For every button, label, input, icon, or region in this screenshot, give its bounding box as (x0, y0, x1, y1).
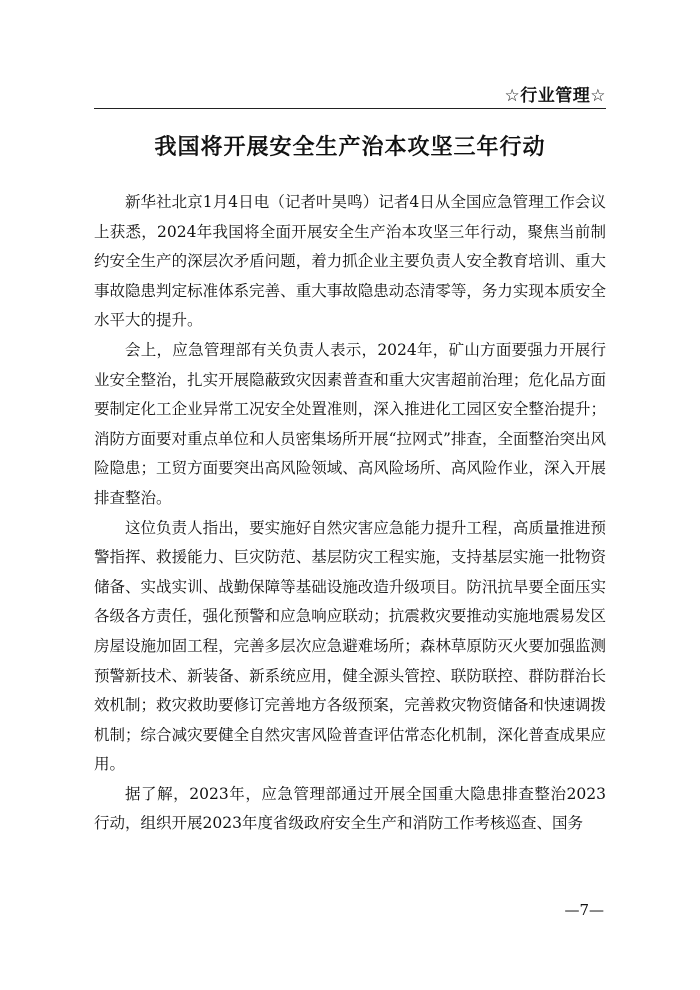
paragraph: 会上，应急管理部有关负责人表示，2024年，矿山方面要强力开展行业安全整治，扎实开展隐蔽致灾因素普查和重大灾害超前治理；危化品方面要制定化工企业异常工况安全处置准则，深入推进化工园区安全整治提升；消防方面要对重点单位和人员密集场所开展“拉网式”排查，全面整治突出风险隐患；工贸方面要突出高风险领域、高风险场所、高风险作业，深入开展排查整治。 (94, 340, 606, 507)
header-rule (94, 108, 606, 109)
article-title: 我国将开展安全生产治本攻坚三年行动 (154, 135, 546, 160)
page-number: —7— (564, 901, 604, 919)
section-tag: ☆行业管理☆ (504, 86, 606, 106)
paragraph: 据了解，2023年，应急管理部通过开展全国重大隐患排查整治2023行动，组织开展2023年度省级政府安全生产和消防工作考核巡查、国务 (94, 784, 606, 833)
paragraph: 这位负责人指出，要实施好自然灾害应急能力提升工程，高质量推进预警指挥、救援能力、巨灾防范、基层防灾工程实施，支持基层实施一批物资储备、实战实训、战勤保障等基础设施改造升级项目。防汛抗旱要全面压实各级各方责任，强化预警和应急响应联动；抗震救灾要推动实施地震易发区房屋设施加固工程，完善多层次应急避难场所；森林草原防灭火要加强监测预警新技术、新装备、新系统应用，健全源头管控、联防联控、群防群治长效机制；救灾救助要修订完善地方各级预案，完善救灾物资储备和快速调拨机制；综合减灾要健全自然灾害风险普查评估常态化机制，深化普查成果应用。 (94, 518, 606, 774)
article-body (94, 188, 606, 839)
paragraph: 新华社北京1月4日电（记者叶昊鸣）记者4日从全国应急管理工作会议上获悉，2024年我国将全面开展安全生产治本攻坚三年行动，聚焦当前制约安全生产的深层次矛盾问题，着力抓企业主要负责人安全教育培训、重大事故隐患判定标准体系完善、重大事故隐患动态清零等，务力实现本质安全水平大的提升。 (94, 193, 606, 330)
